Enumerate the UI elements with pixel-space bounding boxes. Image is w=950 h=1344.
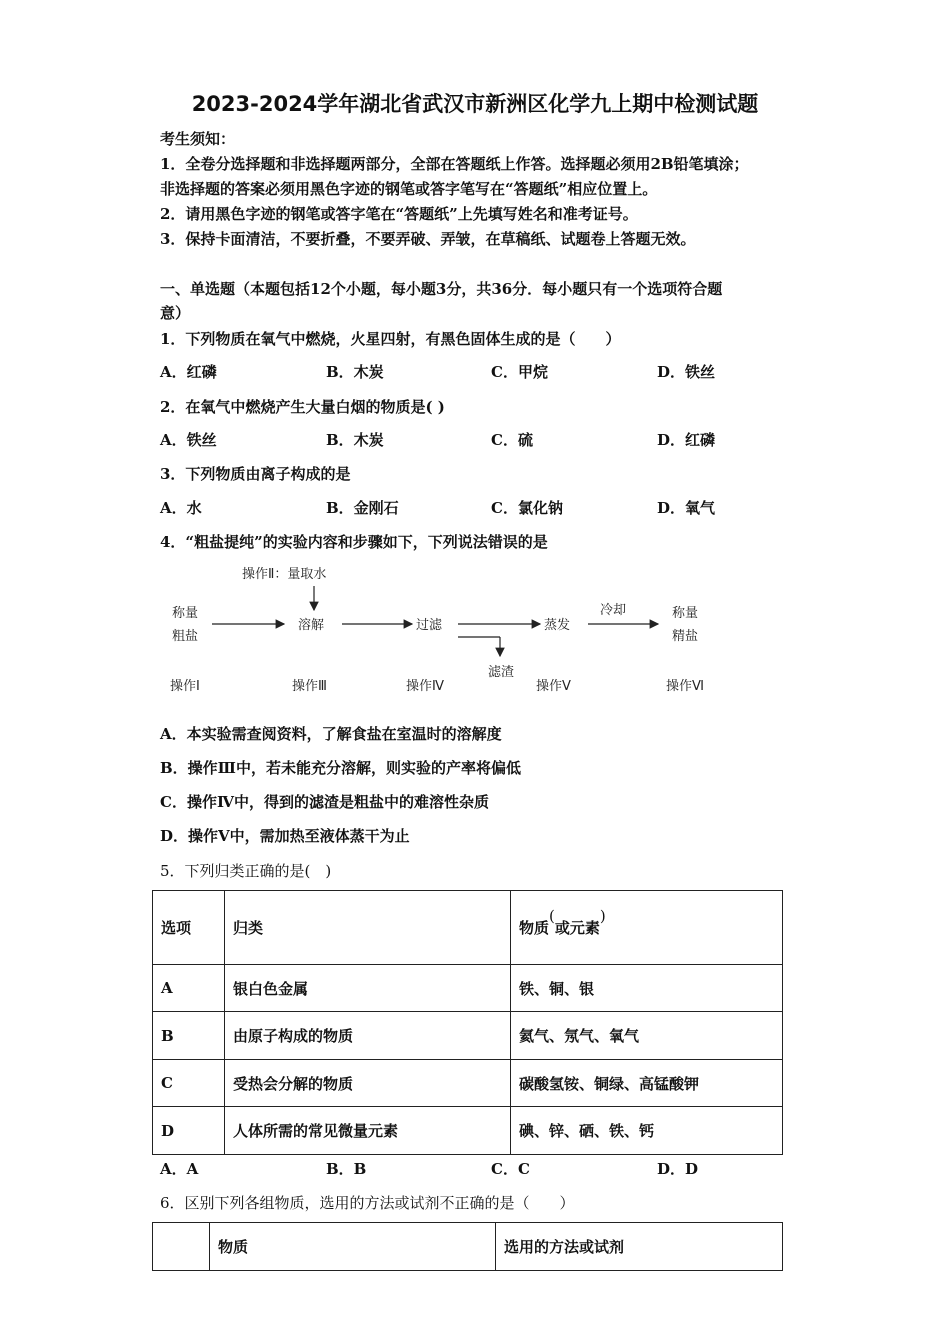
q3-option-b[interactable]: B．金刚石 [326,499,399,517]
q6-stem: 6．区别下列各组物质，选用的方法或试剂不正确的是（ ） [160,1194,575,1212]
q4-option-a[interactable]: A．本实验需查阅资料，了解食盐在室温时的溶解度 [160,725,502,743]
table-header-cell [153,1223,210,1271]
q1-option-a[interactable]: A．红磷 [160,363,217,381]
q2-option-d[interactable]: D．红磷 [657,431,716,449]
diagram-op4: 操作Ⅳ [406,679,444,694]
table-row [153,965,783,1012]
diagram-op6: 操作Ⅵ [666,679,704,694]
notice-line-2: 非选择题的答案必须用黑色字迹的钢笔或答字笔写在“答题纸”相应位置上。 [160,180,658,198]
section-heading-line-1: 一、单选题（本题包括12个小题，每小题3分，共36分．每小题只有一个选项符合题 [160,280,723,298]
q3-option-a[interactable]: A．水 [160,499,202,517]
table-row [153,1012,783,1060]
diagram-end-line1: 称量 [672,606,699,621]
table-cell: B [153,1012,225,1060]
table-header-row [153,891,783,965]
q2-option-b[interactable]: B．木炭 [326,431,384,449]
diagram-end-line2: 精盐 [672,629,699,644]
diagram-evaporate: 蒸发 [544,618,571,633]
q4-option-b[interactable]: B．操作Ⅲ中，若未能充分溶解，则实验的产率将偏低 [160,759,521,777]
q3-option-d[interactable]: D．氧气 [657,499,716,517]
table-row [153,1060,783,1107]
q1-option-d[interactable]: D．铁丝 [657,363,716,381]
diagram-op5: 操作Ⅴ [536,679,571,694]
q5-options [160,1158,820,1180]
table-header-row [153,1223,783,1271]
q4-stem: 4．“粗盐提纯”的实验内容和步骤如下，下列说法错误的是 [160,533,548,551]
salt-purification-diagram [160,562,730,702]
q6-table [152,1222,783,1271]
q3-stem: 3．下列物质由离子构成的是 [160,465,351,483]
table-header-cell: 物质(或元素) [511,891,783,965]
q5-option-d[interactable]: D．D [657,1160,699,1178]
table-cell: 银白色金属 [225,965,511,1012]
table-cell: 由原子构成的物质 [225,1012,511,1060]
notice-line-3: 2．请用黑色字迹的钢笔或答字笔在“答题纸”上先填写姓名和准考证号。 [160,205,638,223]
table-cell: 碳酸氢铵、铜绿、高锰酸钾 [511,1060,783,1107]
q2-option-a[interactable]: A．铁丝 [160,431,217,449]
table-cell: C [153,1060,225,1107]
q5-option-c[interactable]: C．C [491,1160,530,1178]
header-element: 或元素 [554,919,600,937]
q5-table [152,890,783,1155]
q3-option-c[interactable]: C．氯化钠 [491,499,563,517]
page-title: 2023-2024学年湖北省武汉市新洲区化学九上期中检测试题 [191,92,759,116]
diagram-start-line1: 称量 [172,606,199,621]
table-header-cell: 选项 [153,891,225,965]
q4-option-c[interactable]: C．操作Ⅳ中，得到的滤渣是粗盐中的难溶性杂质 [160,793,489,811]
diagram-op1: 操作Ⅰ [170,679,200,694]
q1-option-b[interactable]: B．木炭 [326,363,384,381]
table-row [153,1107,783,1155]
table-cell: 受热会分解的物质 [225,1060,511,1107]
table-cell: A [153,965,225,1012]
table-cell: D [153,1107,225,1155]
table-cell: 氦气、氖气、氧气 [511,1012,783,1060]
q2-options [160,429,820,451]
q1-option-c[interactable]: C．甲烷 [491,363,548,381]
table-header-cell: 归类 [225,891,511,965]
table-header-cell: 选用的方法或试剂 [496,1223,783,1271]
header-substance: 物质 [519,919,550,937]
notice-line-1: 1．全卷分选择题和非选择题两部分，全部在答题纸上作答。选择题必须用2B铅笔填涂； [160,155,749,173]
diagram-filter: 过滤 [416,618,443,633]
diagram-op2-label: 操作Ⅱ：量取水 [242,567,327,582]
q5-option-a[interactable]: A．A [160,1160,199,1178]
table-cell: 人体所需的常见微量元素 [225,1107,511,1155]
table-header-cell: 物质 [210,1223,496,1271]
q4-option-d[interactable]: D．操作Ⅴ中，需加热至液体蒸干为止 [160,827,410,845]
diagram-op3: 操作Ⅲ [292,679,327,694]
notice-heading: 考生须知： [160,130,236,148]
q3-options [160,497,820,519]
diagram-start-line2: 粗盐 [172,629,199,644]
q5-option-b[interactable]: B．B [326,1160,367,1178]
diagram-residue: 滤渣 [488,665,515,680]
notice-line-4: 3．保持卡面清洁，不要折叠，不要弄破、弄皱，在草稿纸、试题卷上答题无效。 [160,230,696,248]
diagram-cool: 冷却 [600,603,627,618]
q1-stem: 1．下列物质在氧气中燃烧，火星四射，有黑色固体生成的是（ ） [160,330,621,348]
q2-option-c[interactable]: C．硫 [491,431,533,449]
table-cell: 铁、铜、银 [511,965,783,1012]
diagram-dissolve: 溶解 [298,618,325,633]
q1-options [160,361,820,383]
section-heading-line-2: 意） [160,304,191,322]
q2-stem: 2．在氧气中燃烧产生大量白烟的物质是( ) [160,398,445,416]
q5-stem: 5．下列归类正确的是( ) [160,862,332,880]
table-cell: 碘、锌、硒、铁、钙 [511,1107,783,1155]
